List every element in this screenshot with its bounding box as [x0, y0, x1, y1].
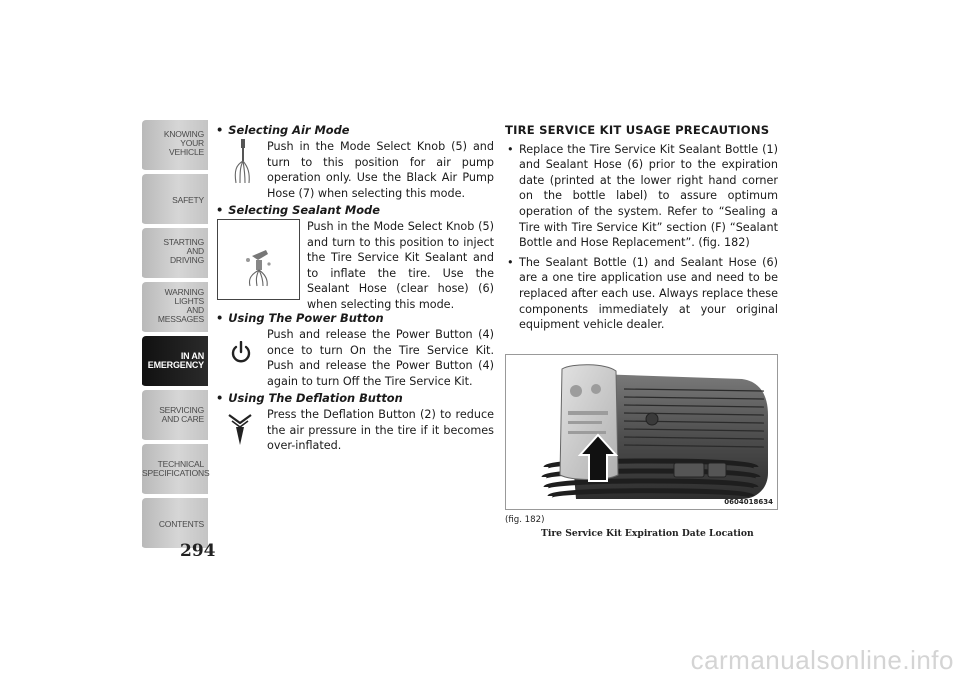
tab-technical-specifications[interactable]: TECHNICAL SPECIFICATIONS — [142, 444, 208, 496]
power-icon — [230, 341, 252, 370]
precaution-item: • Replace the Tire Service Kit Sealant Bottle (1) and Sealant Hose (6) prior to the expiration date (printed at the lower right hand corner on the bottle label) to assure optimum operation of the system. Refer to “Sealing a Tire with Tire Service Kit” section (F) “Sealant Bottle and Hose Replacement”. (fig. 182) — [505, 142, 778, 251]
mode-deflation — [216, 391, 494, 463]
tab-knowing-your-vehicle[interactable]: KNOWING YOUR VEHICLE — [142, 120, 208, 172]
tab-starting-and-driving[interactable]: STARTING AND DRIVING — [142, 228, 208, 280]
figure-caption: (fig. 182) — [505, 515, 545, 525]
tab-servicing-and-care[interactable]: SERVICING AND CARE — [142, 390, 208, 442]
tab-warning-lights[interactable]: WARNING LIGHTS AND MESSAGES — [142, 282, 208, 334]
mode-title: • Using The Deflation Button — [216, 391, 494, 407]
watermark: carmanualsonline.info — [690, 645, 954, 675]
tire-service-kit-illustration — [506, 355, 778, 510]
mode-description: Push in the Mode Select Knob (5) and turn to this position for air pump operation only. Use the Black Air Pump Hose (7) when selecting this mode. — [267, 140, 494, 200]
mode-title: • Selecting Air Mode — [216, 123, 494, 139]
deflation-icon — [228, 413, 252, 452]
mode-title: • Selecting Sealant Mode — [216, 203, 494, 219]
sealant-mode-icon — [217, 219, 300, 300]
figure-title: Tire Service Kit Expiration Date Location — [541, 528, 754, 539]
figure-code: 0604018634 — [724, 498, 773, 506]
mode-title: • Using The Power Button — [216, 311, 494, 327]
section-title: TIRE SERVICE KIT USAGE PRECAUTIONS — [505, 123, 770, 137]
tab-in-an-emergency[interactable]: IN AN EMERGENCY — [142, 336, 208, 388]
mode-air — [216, 123, 494, 201]
mode-description: Press the Deflation Button (2) to reduce the air pressure in the tire if it becomes over-inflated. — [267, 408, 494, 453]
page-number: 294 — [180, 541, 216, 561]
air-mode-icon — [232, 139, 252, 190]
precaution-item: • The Sealant Bottle (1) and Sealant Hose (6) are a one tire application use and need to be replaced after each use. Always replace these components immediately at your original equipment vehicle dealer. — [505, 255, 778, 333]
mode-description: Push in the Mode Select Knob (5) and turn to this position to inject the Tire Service Kit Sealant and to inflate the tire. Use the Sealant Hose (clear hose) (6) when selecting this mode. — [307, 220, 494, 311]
tab-contents[interactable]: CONTENTS — [142, 498, 208, 550]
precautions-section — [505, 123, 778, 337]
mode-power — [216, 311, 494, 387]
figure-tire-service-kit — [505, 354, 778, 510]
mode-description: Push and release the Power Button (4) once to turn On the Tire Service Kit. Push and release the Power Button (4) again to turn Off the Tire Service Kit. — [267, 328, 494, 388]
mode-sealant — [216, 203, 494, 311]
tab-safety[interactable]: SAFETY — [142, 174, 208, 226]
